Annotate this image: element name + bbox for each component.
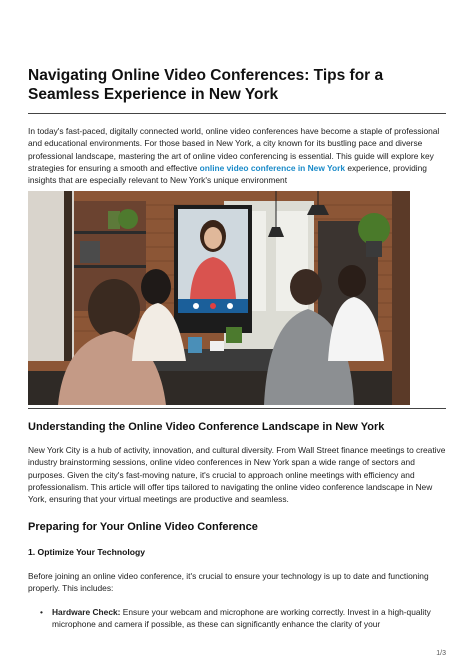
intro-tail: experience, providing insights that are especially relevant to New York's unique environment [28,162,427,186]
section2-heading: Preparing for Your Online Video Conference [28,521,258,533]
intro-paragraph [28,125,446,186]
bullet-text: Ensure your webcam and microphone are working correctly. Invest in a high-quality microphone and camera if possible, as these can significantly enhance the clarity of your [52,607,431,630]
meeting-photo [28,191,410,405]
intro-link[interactable]: online video conference in New York [199,162,345,173]
bullet-marker: • [40,607,43,617]
subsection-paragraph: Before joining an online video conference, it's crucial to ensure your technology is up to date and functioning properly. This includes: [28,571,429,594]
list-item [38,606,442,631]
title-divider [28,113,446,114]
intro-text: In today's fast-paced, digitally connected world, online video conferences have become a staple of professional and educational environments. For those based in New York, a city known for its bustling pace and diverse professional landscape, mastering the art of online video conferencing is essential. This guide will explore key strategies for ensuring a smooth and effective [28,126,440,173]
document-title: Navigating Online Video Conferences: Tips for a Seamless Experience in New York [28,67,384,103]
page-number: 1/3 [436,650,446,657]
subsection-heading: 1. Optimize Your Technology [28,547,145,557]
section1-paragraph: New York City is a hub of activity, innovation, and cultural diversity. From Wall Street finance meetings to creative industry brainstorming sessions, online video conferences in New York span a wide range of sectors and purposes. Given the city's fast-moving nature, it's crucial to approach online meetings with efficiency and professionalism. This article will offer tips tailored to navigating the online video conference landscape in New York, ensuring that your virtual meetings are productive and seamless. [28,445,446,505]
requirements-list [38,606,442,631]
bullet-label: Hardware Check: [52,607,121,617]
section1-heading: Understanding the Online Video Conference Landscape in New York [28,421,385,433]
image-divider [28,408,446,409]
meeting-illustration [28,191,410,405]
